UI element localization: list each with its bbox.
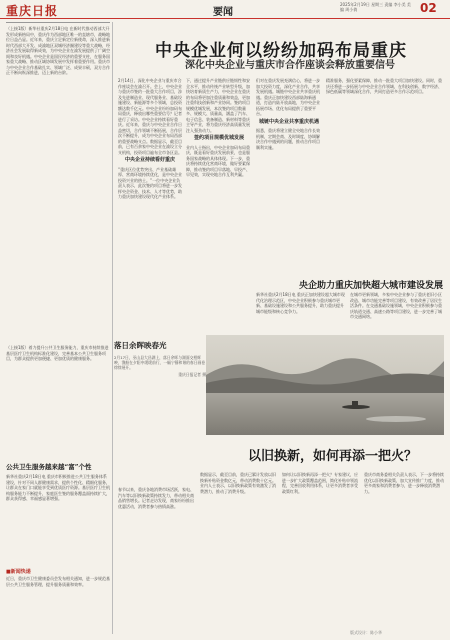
left-box-headline: 公共卫生服务越来越“富”个性 <box>6 463 92 471</box>
photo-feature <box>114 340 206 480</box>
sub-section-heading: 中央企业持续看好重庆 <box>124 157 175 163</box>
column-divider <box>112 22 113 634</box>
left-column-text: （上接1版）新华社重庆2月18日电 在新时代推动西部大开发形成新格局中，重庆作为西部地区唯一的直辖市，战略地位日益凸显。近年来，重庆立足新定位新使命，深入推进新时代西部大开发、成渝地区双城经济圈建设等重大战略，经济社会发展取得新成效，为中央企业在渝发展提供了广阔空间和良好机遇。中央企业是国民经济的重要支柱，在服务国家重大战略、推动区域协调发展中发挥着重要作用。重庆市与中央企业合作基础扎实、领域广泛、成果丰硕，双方合作正不断向纵深推进，迈上新的台阶。 <box>6 26 110 75</box>
news-brief-label: ■新闻快递 <box>6 569 31 575</box>
article-2-column-a <box>256 292 346 332</box>
dateline: 2025年2月19日 星期三 责编 李小美 美编 周小倩 <box>340 2 411 12</box>
second-headline: 央企助力重庆加快超大城市建设发展 <box>298 281 443 291</box>
sub-section-heading: 城链中央企业共享重庆机遇 <box>258 118 319 125</box>
article-column-2 <box>118 78 182 328</box>
article-text: 如何让以旧换新再添一把火？专家建议，应进一步扩大政策覆盖范围，简化补贴申领流程，完善回收利用体系，让更多消费者享受政策红利。 <box>282 472 358 494</box>
article-text: 重庆市商务委相关负责人表示，下一步将持续优化以旧换新政策，加大宣传推广力度，推动更多商家和消费者参与，进一步释放消费潜力。 <box>364 472 444 494</box>
article-text: 下，通过提升产业链供应链韧性和安全水平，推动传统产业转型升级，加快培育新质生产力，中央企业在重庆的布局将更加注重质量和效益，更加注重科技创新和产业协同。签约项目规模优城发展，本次签约项目数量多、规模大、质量高，涵盖了汽车、电子信息、装备制造、新材料等重庆主导产业，将为重庆经济高质量发展注入强劲动力。 <box>186 78 250 133</box>
third-headline: 以旧换新，如何再添一把火？ <box>248 449 418 464</box>
article-text: “重庆区位优势突出、产业基础雄厚、营商环境持续优化，是中央企业投资兴业的热土。”一位中央企业负责人表示，此次签约项目将进一步发挥央企资金、技术、人才等优势，助力重庆加快建设现代化产业体系。 <box>118 166 182 199</box>
left-note-text: 近日，重庆市卫生健康委员会发布相关通知，进一步规范基层公共卫生服务管理，提升服务质量和效率。 <box>6 576 110 587</box>
article-text: 在城市更新领域，多家中央企业参与了重庆老旧小区改造、城市功能完善等项目建设，有效改善了居民生活条件。在交通基础设施领域，中央企业积极参与重庆轨道交通、高速公路等项目建设，进一步完善了城市交通网络。 <box>350 292 442 319</box>
left-column-mid <box>6 345 110 455</box>
article-text: 数据显示，截至目前，重庆已累计发放以旧换新补贴资金数亿元，带动消费数十亿元。业内人士表示，以旧换新政策有效激发了消费潜力，推动了消费升级。 <box>200 472 276 494</box>
page-number: 02 <box>420 1 437 15</box>
bottom-column-1 <box>118 487 196 627</box>
main-headline: 中央企业何以纷纷加码布局重庆 <box>155 41 407 61</box>
left-note-body <box>6 576 110 632</box>
article-2-column-b <box>350 292 444 332</box>
left-column-top <box>6 26 110 256</box>
article-column-3 <box>186 78 252 328</box>
article-text: 精准服务，强化要素保障，推动一批重大项目加快建设。同时，重庆还将进一步拓展与中央企业合作领域，在科技创新、数字经济、绿色低碳等领域深化合作，共同打造更多合作示范项目。 <box>326 78 442 94</box>
article-column-5 <box>326 78 444 274</box>
newspaper-logo: 重庆日报 <box>6 4 59 18</box>
photo-caption: 2月17日，巫山县大昌湖上，落日余晖与湖面交相辉映，渔船在夕阳中缓缓前行，一幅宁静和谐的春日画卷徐徐展开。 <box>114 355 206 370</box>
sub-section-heading: 签约项目规模优城发展 <box>193 135 244 141</box>
bottom-column-2 <box>200 472 278 628</box>
page-footer: 版式设计：陈小华 <box>350 630 382 635</box>
bottom-column-4 <box>364 472 444 622</box>
article-text: 业内人士指出，中央企业加码布局重庆，既是看好重庆发展前景，也是服务国家战略的具体体现。下一步，重庆将持续优化营商环境，做好要素保障，推动签约项目早落地、早投产、早见效，实现央地合作互利共赢。 <box>186 144 250 177</box>
article-text: 2月14日，深化中央企业与重庆市合作座谈会在渝召开。会上，中央企业与重庆市签约一批重大合作项目，涉及先进制造业、现代服务业、基础设施建设、新能源等多个领域，总投资额达数千亿元。中央企业纷纷加码布局重庆，释放出哪些重要信号？记者进行了采访。中央企业持续看好重庆。近年来，重庆与中央企业合作日益密切，合作领域不断拓展，合作层次不断提升，成为中央企业布局西部的重要战略支点。数据显示，截至目前，已有百余家中央企业在渝设立分支机构，投资项目遍布全市各区县。 <box>118 78 182 155</box>
section-title: 要闻 <box>213 7 233 18</box>
left-box-body <box>6 474 110 564</box>
photo-title: 落日余晖映春光 <box>114 341 167 350</box>
bottom-column-3 <box>282 472 360 628</box>
left-column-rule <box>6 22 110 23</box>
article-text: 春节以来，重庆各地消费市场活跃，家电、汽车等以旧换新政策持续发力，带动相关商品销售增长。记者走访发现，商家纷纷推出优惠活动，消费者参与热情高涨。 <box>118 487 194 509</box>
main-subheadline: 深化中央企业与重庆市合作座谈会释放重要信号 <box>185 60 395 71</box>
article-text: 新华社重庆2月18日电 重庆正加快建设超大城市现代化治理示范区，中央企业积极参与重庆城市更新、基础设施建设和公共服务提升，助力重庆提升城市能级和核心竞争力。 <box>256 292 345 314</box>
article-text: 据悉，重庆将建立健全央地合作长效机制，定期会商、及时调度，协调解决合作中遇到的问题，推动合作项目顺利实施。 <box>256 128 320 150</box>
left-column-mid-text: （上接1版）着力提升公共卫生服务能力，重庆市持续推进基层医疗卫生机构标准化建设，完善基本公共卫生服务项目，为群众提供更加便捷、更加优质的健康服务。 <box>6 345 109 361</box>
left-box-text: 新华社重庆2月18日电 重庆市积极推进公共卫生服务体系建设，针对不同人群健康需求，提供个性化、精细化服务，让群众在家门口就能享受到优质医疗资源。基层医疗卫生机构服务能力不断提升，家庭医生签约服务覆盖面持续扩大，群众获得感、幸福感显著增强。 <box>6 474 110 501</box>
photo-credit: 重庆日报记者 摄 <box>178 372 206 377</box>
lake-sunset-image <box>206 335 444 435</box>
article-column-4 <box>256 78 322 278</box>
landscape-photo <box>206 335 444 435</box>
masthead <box>0 0 450 19</box>
article-text: 们对在重庆发展充满信心，将进一步加大投资力度，深化产业合作，共享发展机遇。城链中央企业共享重庆机遇。重庆正加快建设西部陆海新通道，打造内陆开放高地，为中央企业拓展市场、优化布局提供了重要平台。 <box>256 78 320 116</box>
